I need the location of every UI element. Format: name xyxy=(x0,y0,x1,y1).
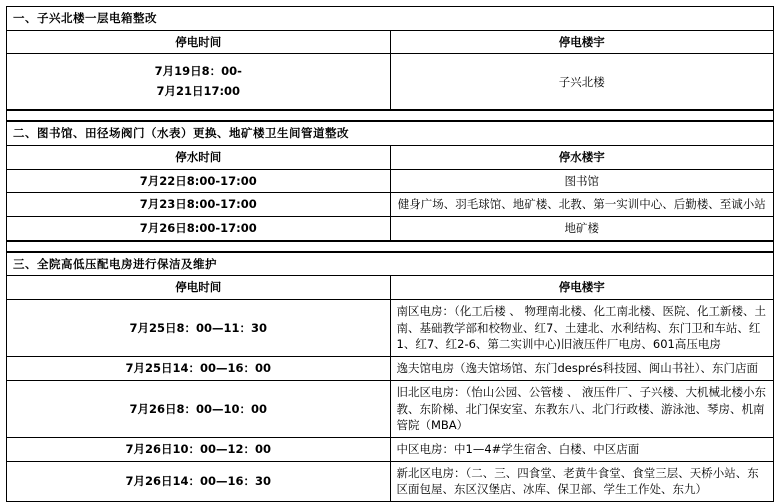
section-2-row-1-buildings: 健身广场、羽毛球馆、地矿楼、北教、第一实训中心、后勤楼、至诚小站 xyxy=(390,193,774,217)
spacer-2 xyxy=(6,241,774,252)
section-1-table xyxy=(6,6,774,110)
section-2-table xyxy=(6,121,774,240)
section-3-row-2-buildings: 旧北区电房：（怡山公园、公管楼 、 液压件厂、子兴楼、大机械北楼小东教、东阶梯、北门保安室、东教东八、北门行政楼、游泳池、琴房、机南管院（MBA） xyxy=(390,380,774,437)
section-3-col-buildings: 停电楼宇 xyxy=(390,276,774,300)
section-2-col-time: 停水时间 xyxy=(7,146,391,170)
table-row xyxy=(7,380,774,437)
section-2-title: 二、图书馆、田径场阀门（水表）更换、地矿楼卫生间管道整改 xyxy=(7,122,774,146)
table-row xyxy=(7,54,774,110)
section-2-row-2-time: 7月26日8:00-17:00 xyxy=(7,217,391,241)
section-3-row-3-buildings: 中区电房：中1—4#学生宿舍、白楼、中区店面 xyxy=(390,437,774,461)
section-3-row-0-time: 7月25日8：00—11：30 xyxy=(7,300,391,357)
table-row xyxy=(7,169,774,193)
section-3-row-1-time: 7月25日14：00—16：00 xyxy=(7,357,391,381)
time-line-2: 7月21日17:00 xyxy=(156,83,241,98)
section-3-table xyxy=(6,252,774,502)
section-3-row-2-time: 7月26日8：00—10：00 xyxy=(7,380,391,437)
spacer-1 xyxy=(6,110,774,121)
section-2-title-row xyxy=(7,122,774,146)
table-row xyxy=(7,461,774,501)
table-row xyxy=(7,193,774,217)
section-3-title: 三、全院高低压配电房进行保洁及维护 xyxy=(7,252,774,276)
section-2-row-1-time: 7月23日8:00-17:00 xyxy=(7,193,391,217)
table-row xyxy=(7,217,774,241)
section-3-row-3-time: 7月26日10：00—12：00 xyxy=(7,437,391,461)
section-3-row-0-buildings: 南区电房：（化工后楼 、 物理南北楼、化工南北楼、医院、化工新楼、土南、基础教学部和校物业、红7、土建北、水利结构、东门卫和车站、红1、红7、红2-6、第二实训中心)旧液压件厂电房、601高压电房 xyxy=(390,300,774,357)
section-2-header-row xyxy=(7,146,774,170)
section-3-row-4-buildings: 新北区电房：（二、三、四食堂、老黄牛食堂、食堂三层、天桥小站、东区面包屋、东区汉堡店、冰库、保卫部、学生工作处、东九） xyxy=(390,461,774,501)
section-1-title-row xyxy=(7,7,774,31)
section-3-row-1-buildings: 逸夫馆电房（逸夫馆场馆、东门després科技园、闽山书社）、东门店面 xyxy=(390,357,774,381)
time-line-1: 7月19日8：00- xyxy=(154,64,242,79)
section-1-title: 一、子兴北楼一层电箱整改 xyxy=(7,7,774,31)
section-2-row-2-buildings: 地矿楼 xyxy=(390,217,774,241)
section-1-row-0-time xyxy=(7,54,391,110)
table-row xyxy=(7,437,774,461)
section-2-row-0-time: 7月22日8:00-17:00 xyxy=(7,169,391,193)
section-1-col-time: 停电时间 xyxy=(7,30,391,54)
table-row xyxy=(7,357,774,381)
section-3-title-row xyxy=(7,252,774,276)
section-1-col-buildings: 停电楼宇 xyxy=(390,30,774,54)
section-2-row-0-buildings: 图书馆 xyxy=(390,169,774,193)
section-3-col-time: 停电时间 xyxy=(7,276,391,300)
section-1-row-0-buildings: 子兴北楼 xyxy=(390,54,774,110)
section-2-col-buildings: 停水楼宇 xyxy=(390,146,774,170)
table-row xyxy=(7,300,774,357)
section-1-header-row xyxy=(7,30,774,54)
section-3-header-row xyxy=(7,276,774,300)
section-3-row-4-time: 7月26日14：00—16：30 xyxy=(7,461,391,501)
